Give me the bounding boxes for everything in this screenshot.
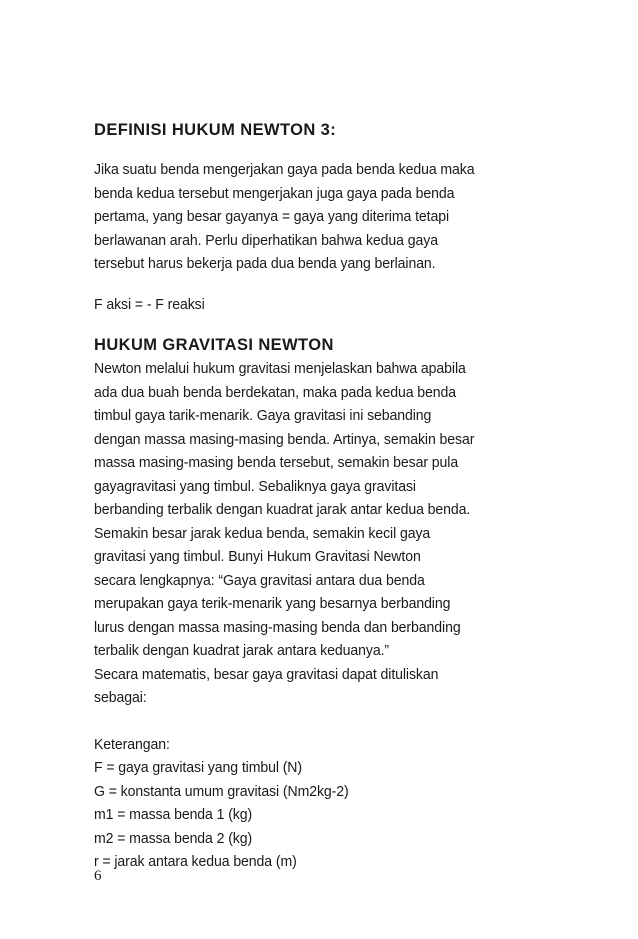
- text-line: timbul gaya tarik-menarik. Gaya gravitasi ini sebanding: [94, 407, 432, 424]
- keterangan-item: m1 = massa benda 1 (kg): [94, 806, 253, 823]
- keterangan-item: F = gaya gravitasi yang timbul (N): [94, 759, 303, 776]
- text-line: Jika suatu benda mengerjakan gaya pada benda kedua maka: [94, 161, 475, 178]
- text-line: Newton melalui hukum gravitasi menjelaskan bahwa apabila: [94, 360, 466, 377]
- keterangan-title: Keterangan:: [94, 735, 170, 753]
- heading-gravitasi: HUKUM GRAVITASI NEWTON: [94, 336, 334, 354]
- text-line: secara lengkapnya: “Gaya gravitasi antara dua benda: [94, 571, 425, 589]
- heading-newton-3: DEFINISI HUKUM NEWTON 3:: [94, 121, 337, 139]
- page-number: 6: [94, 868, 102, 884]
- text-line: lurus dengan massa masing-masing benda dan berbanding: [94, 618, 461, 636]
- text-line: massa masing-masing benda tersebut, semakin besar pula: [94, 454, 459, 471]
- keterangan-item: m2 = massa benda 2 (kg): [94, 829, 253, 847]
- text-line: berlawanan arah. Perlu diperhatikan bahwa kedua gaya: [94, 231, 438, 249]
- formula-aksi-reaksi: F aksi = - F reaksi: [94, 295, 205, 313]
- text-line: tersebut harus bekerja pada dua benda yang berlainan.: [94, 255, 436, 272]
- text-line: dengan massa masing-masing benda. Artinya, semakin besar: [94, 430, 475, 448]
- text-line: Secara matematis, besar gaya gravitasi dapat dituliskan: [94, 665, 439, 683]
- text-line: gayagravitasi yang timbul. Sebaliknya gaya gravitasi: [94, 477, 416, 495]
- page-content: [94, 118, 554, 874]
- text-line: terbalik dengan kuadrat jarak antara keduanya.”: [94, 642, 390, 659]
- text-line: sebagai:: [94, 689, 147, 706]
- paragraph-newton-3: [94, 158, 555, 276]
- text-line: pertama, yang besar gayanya = gaya yang diterima tetapi: [94, 208, 449, 225]
- text-line: merupakan gaya terik-menarik yang besarnya berbanding: [94, 595, 451, 612]
- keterangan-list: [94, 733, 555, 874]
- paragraph-gravitasi: [94, 357, 555, 710]
- text-line: berbanding terbalik dengan kuadrat jarak antar kedua benda.: [94, 501, 471, 518]
- text-line: ada dua buah benda berdekatan, maka pada kedua benda: [94, 383, 457, 401]
- text-line: Semakin besar jarak kedua benda, semakin kecil gaya: [94, 524, 431, 542]
- keterangan-item: G = konstanta umum gravitasi (Nm2kg-2): [94, 782, 349, 800]
- keterangan-item: r = jarak antara kedua benda (m): [94, 853, 297, 870]
- text-line: gravitasi yang timbul. Bunyi Hukum Gravitasi Newton: [94, 548, 421, 565]
- text-line: benda kedua tersebut mengerjakan juga gaya pada benda: [94, 184, 455, 202]
